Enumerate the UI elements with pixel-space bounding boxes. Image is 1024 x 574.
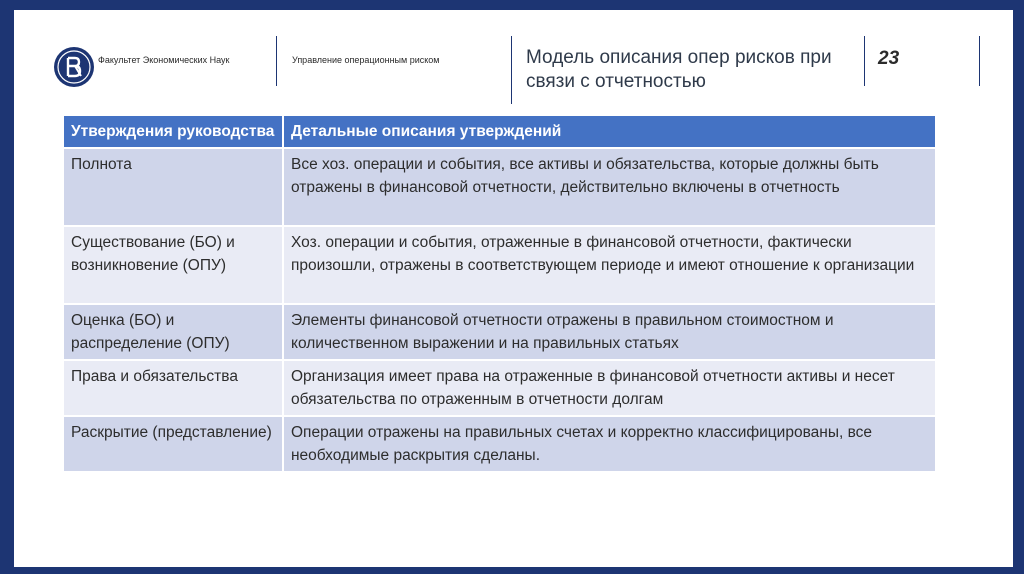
- header-divider: [864, 36, 865, 86]
- assertion-cell: Существование (БО) и возникновение (ОПУ): [64, 227, 284, 305]
- header-divider: [511, 36, 512, 104]
- course-label: Управление операционным риском: [292, 55, 440, 65]
- column-header: Детальные описания утверждений: [284, 116, 935, 149]
- assertion-cell: Полнота: [64, 149, 284, 227]
- description-cell: Все хоз. операции и события, все активы и обязательства, которые должны быть отражены в финансовой отчетности, действительно включены в отчетность: [284, 149, 935, 227]
- table-row: [64, 149, 935, 227]
- slide: [14, 10, 1013, 567]
- slide-title: Модель описания опер рисков при связи с отчетностью: [526, 47, 832, 92]
- table-header-row: [64, 116, 935, 149]
- description-cell: Операции отражены на правильных счетах и корректно классифицированы, все необходимые раскрытия сделаны.: [284, 417, 935, 473]
- assertion-cell: Раскрытие (представление): [64, 417, 284, 473]
- hse-logo-icon: [54, 47, 94, 87]
- table-row: [64, 227, 935, 305]
- header-divider: [979, 36, 980, 86]
- header-divider: [276, 36, 277, 86]
- faculty-label: Факультет Экономических Наук: [98, 55, 230, 65]
- assertion-cell: Оценка (БО) и распределение (ОПУ): [64, 305, 284, 361]
- table-row: [64, 417, 935, 473]
- description-cell: Хоз. операции и события, отраженные в финансовой отчетности, фактически произошли, отражены в соответствующем периоде и имеют отношение к организации: [284, 227, 935, 305]
- table-row: [64, 305, 935, 361]
- page-number: 23: [878, 48, 900, 69]
- table-row: [64, 361, 935, 417]
- column-header: Утверждения руководства: [64, 116, 284, 149]
- description-cell: Организация имеет права на отраженные в финансовой отчетности активы и несет обязательства по отраженным в отчетности долгам: [284, 361, 935, 417]
- assertions-table: [64, 116, 935, 473]
- description-cell: Элементы финансовой отчетности отражены в правильном стоимостном и количественном выражении и на правильных статьях: [284, 305, 935, 361]
- assertion-cell: Права и обязательства: [64, 361, 284, 417]
